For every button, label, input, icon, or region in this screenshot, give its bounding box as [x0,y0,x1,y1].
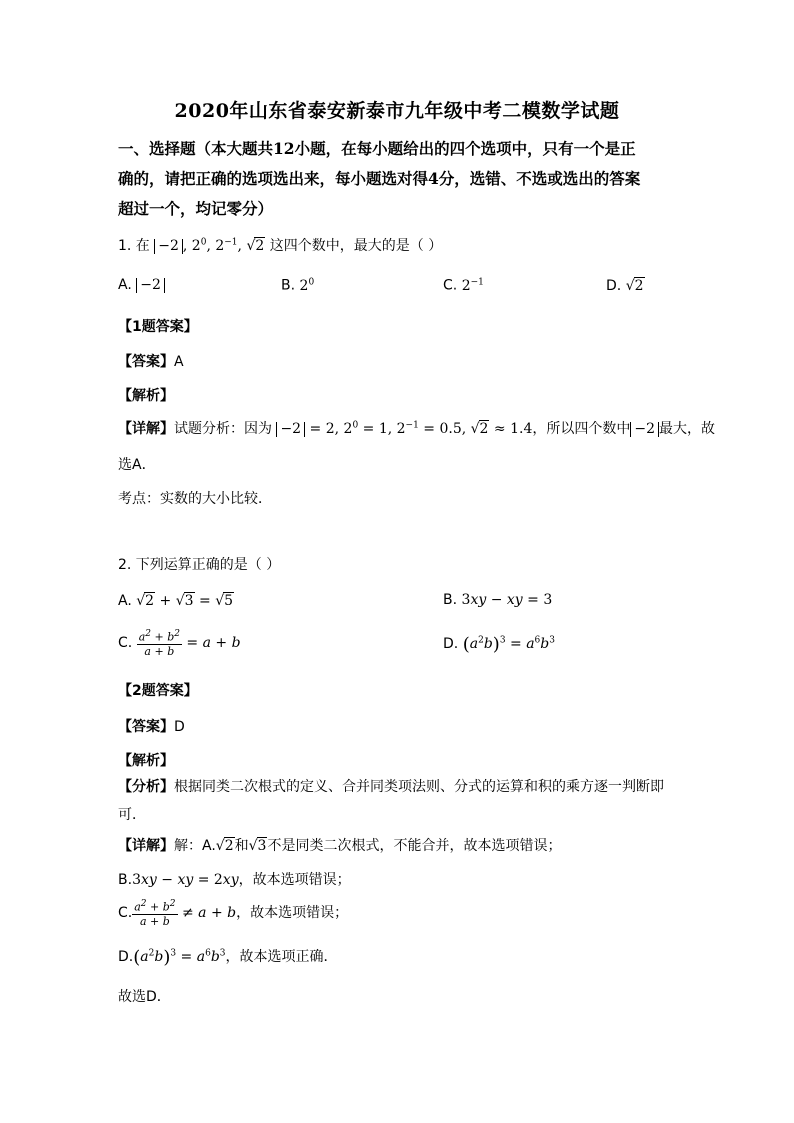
q2-option-d-label: D. [443,636,459,652]
q2-detail-d-prefix: D. [118,949,134,965]
q2-detail-a-math-1: √2 [215,838,234,854]
q2-detail-d [118,946,338,968]
q2-detail-label: 【详解】 [118,838,174,854]
q1-option-d-label: D. [606,278,622,294]
q1-answer-value: A [174,354,184,370]
q2-detail-b [118,869,351,889]
q2-analysis-header: 【解析】 [118,753,174,769]
q2-detail-a-text-2: 和 [234,838,249,854]
q2-option-a-value: √2 + √3 = √5 [136,593,234,609]
q2-option-b [443,592,552,608]
q1-answer-header: 【1题答案】 [118,319,198,335]
q2-answer-label: 【答案】 [118,719,174,735]
q2-option-d [443,634,555,655]
q1-option-c-value: $2^{-1}$ [461,277,484,294]
q1-stem-prefix: 1. 在 [118,238,150,254]
q2-detail-c [118,898,348,928]
q2-detail-b-math: 3xy − xy = 2xy [132,872,239,888]
q2-option-b-label: B. [443,592,458,608]
q2-detail-b-prefix: B. [118,872,133,888]
q2-option-a [118,592,234,609]
document-title: 2020年山东省泰安新泰市九年级中考二模数学试题 [174,100,620,122]
q2-option-c-value: $\frac{a^2 + b^2}{a + b}$ = a + b [138,629,241,658]
q1-detail-math: −2 = 2, $2^0 = 1$, $2^{-1} = 0.5$, √2 ≈ 1.4 [276,421,532,437]
q2-detail-d-math: $(a^2b)^3 = a^6b^3$ [133,947,226,968]
q1-answer [118,351,184,371]
q1-option-d-value: √2 [625,278,644,294]
q2-option-d-value: $(a^2b)^3 = a^6b^3$ [462,634,555,655]
q1-option-b [281,277,314,294]
q2-answer [118,716,185,736]
q1-kaodian: 考点：实数的大小比较． [118,491,272,507]
q2-option-b-value: 3xy − xy = 3 [461,592,553,608]
q1-option-a-label: A. [118,277,132,293]
q1-detail-label: 【详解】 [118,421,174,437]
q1-option-c-label: C. [443,277,458,294]
q1-stem-suffix: 这四个数中，最大的是（ ） [269,238,443,254]
q1-detail-text-1: 试题分析：因为 [174,421,272,437]
q2-fenxi-line-2: 可． [118,807,146,823]
q1-option-a [118,277,165,293]
q1-stem [118,235,442,255]
q2-option-c-label: C. [118,634,133,651]
q2-detail-c-suffix: ，故本选项错误； [236,904,349,921]
q2-detail-a [118,835,561,855]
section-heading-line-2: 确的，请把正确的选项选出来，每小题选对得4分，选错、不选或选出的答案 [118,169,641,188]
q1-detail-text-3: 最大，故 [659,421,716,437]
q2-answer-value: D [174,719,185,735]
q1-detail-text-2: ，所以四个数中 [532,421,631,437]
q2-detail-a-math-2: √3 [248,838,267,854]
q1-option-c [443,277,484,294]
q1-analysis-header: 【解析】 [118,388,174,404]
q2-fenxi-text: 根据同类二次根式的定义、合并同类项法则、分式的运算和积的乘方逐一判断即 [174,779,664,795]
q2-detail-c-math: $\frac{a^2 + b^2}{a + b}$ ≠ a + b [134,899,237,928]
q2-option-a-label: A. [118,593,132,609]
section-heading-line-3: 超过一个，均记零分） [118,199,274,218]
section-heading-line-1: 一、选择题（本大题共12小题，在每小题给出的四个选项中，只有一个是正 [118,139,636,158]
q2-fenxi-label: 【分析】 [118,779,174,795]
q1-option-a-value: −2 [136,278,165,293]
q1-option-b-label: B. [281,277,296,294]
q2-detail-b-suffix: ，故本选项错误； [238,872,351,888]
q2-fenxi [118,776,664,796]
q1-stem-numbers: −2 , $2^0$, $2^{-1}$, √2 [154,238,265,254]
q2-detail-a-text-1: 解：A. [174,838,216,854]
q2-stem: 2. 下列运算正确的是（ ） [118,557,281,573]
q2-detail-a-text-3: 不是同类二次根式，不能合并，故本选项错误； [267,838,562,854]
q2-detail-d-suffix: ，故本选项正确． [225,949,338,965]
section-heading [118,134,688,224]
q1-detail-line-2: 选A． [118,457,156,473]
q1-detail [118,418,715,438]
q2-answer-header: 【2题答案】 [118,683,198,699]
q1-answer-label: 【答案】 [118,354,174,370]
q1-detail-abs: −2 [630,422,659,437]
q1-option-b-value: $2^0$ [299,277,315,294]
q2-detail-c-prefix: C. [118,904,133,921]
q2-conclusion: 故选D． [118,989,171,1005]
q1-option-d [606,277,645,294]
q2-option-c [118,628,241,658]
